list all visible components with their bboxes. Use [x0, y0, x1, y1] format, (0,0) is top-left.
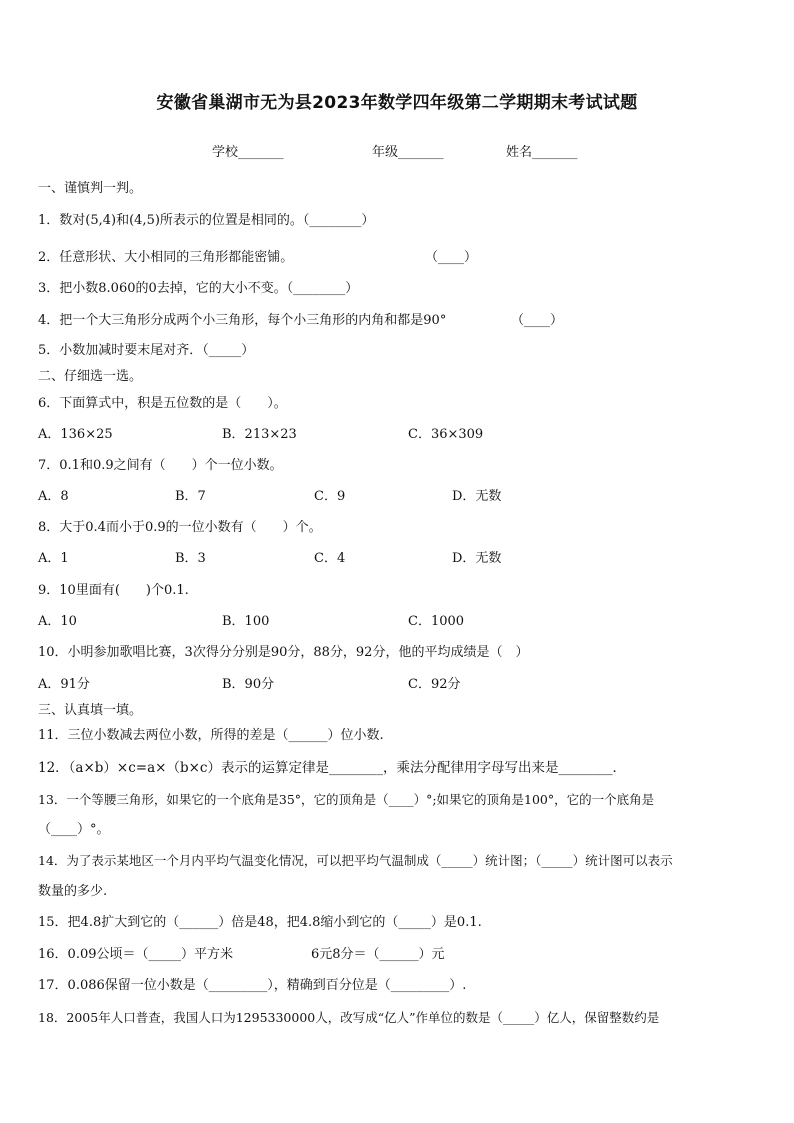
school-field: 学校_______ — [212, 145, 284, 160]
question-9-option-a: A．10 — [38, 614, 77, 629]
question-17: 17．0.086保留一位小数是（_________），精确到百分位是（_________）. — [38, 978, 467, 993]
question-2-blank: （____） — [425, 250, 478, 265]
question-5: 5．小数加减时要末尾对齐．（_____） — [38, 343, 255, 358]
question-4-blank: （____） — [511, 313, 564, 328]
question-12: 12．（a×b）×c=a×（b×c）表示的运算定律是________，乘法分配律用字母写出来是________． — [38, 760, 626, 776]
question-15: 15．把4.8扩大到它的（______）倍是48，把4.8缩小到它的（_____）是0.1. — [38, 915, 482, 930]
question-2: 2．任意形状、大小相同的三角形都能密铺。 — [38, 250, 294, 265]
question-14: 14．为了表示某地区一个月内平均气温变化情况，可以把平均气温制成（_____）统计图；（_____）统计图可以表示 — [38, 853, 673, 868]
question-6-option-a: A．136×25 — [38, 427, 113, 442]
question-9-option-c: C．1000 — [408, 614, 465, 629]
question-6-option-b: B．213×23 — [222, 427, 297, 442]
question-11: 11．三位小数减去两位小数，所得的差是（______）位小数. — [38, 728, 384, 743]
question-8-option-c: C．4 — [314, 551, 346, 566]
question-16: 16．0.09公顷＝（_____）平方米 — [38, 947, 233, 962]
question-4: 4．把一个大三角形分成两个小三角形，每个小三角形的内角和都是90° — [38, 313, 447, 328]
section-heading-choose: 二、仔细选一选。 — [38, 369, 143, 384]
question-10-option-b: B．90分 — [222, 677, 275, 692]
question-18: 18．2005年人口普查，我国人口为1295330000人，改写成“亿人”作单位的数是（_____）亿人，保留整数约是 — [38, 1010, 660, 1025]
question-7: 7．0.1和0.9之间有（ ）个一位小数。 — [38, 458, 283, 473]
question-10: 10．小明参加歌唱比赛，3次得分分别是90分，88分，92分，他的平均成绩是（ ） — [38, 645, 529, 660]
question-1: 1．数对(5,4)和(4,5)所表示的位置是相同的。（________） — [38, 213, 375, 228]
name-field: 姓名_______ — [506, 145, 578, 160]
section-heading-fill: 三、认真填一填。 — [38, 703, 143, 718]
question-8-option-d: D．无数 — [452, 551, 502, 566]
question-6-option-c: C．36×309 — [408, 427, 484, 442]
section-heading-judge: 一、谨慎判一判。 — [38, 181, 143, 196]
question-13-continued: （____）°。 — [38, 822, 110, 837]
question-7-option-a: A．8 — [38, 489, 69, 504]
question-10-option-c: C．92分 — [408, 677, 461, 692]
question-7-option-c: C．9 — [314, 489, 346, 504]
question-9: 9．10里面有( )个0.1. — [38, 583, 189, 598]
question-3: 3．把小数8.060的0去掉，它的大小不变。（________） — [38, 281, 359, 296]
question-8-option-b: B．3 — [175, 551, 206, 566]
question-13: 13．一个等腰三角形，如果它的一个底角是35°，它的顶角是（____）°;如果它的顶角是100°，它的一个底角是 — [38, 792, 655, 807]
question-10-option-a: A．91分 — [38, 677, 90, 692]
question-8: 8．大于0.4而小于0.9的一位小数有（ ）个。 — [38, 520, 322, 535]
question-7-option-b: B．7 — [175, 489, 206, 504]
grade-field: 年级_______ — [372, 145, 444, 160]
question-8-option-a: A．1 — [38, 551, 69, 566]
question-14-continued: 数量的多少. — [38, 884, 108, 899]
question-9-option-b: B．100 — [222, 614, 270, 629]
page-title: 安徽省巢湖市无为县2023年数学四年级第二学期期末考试试题 — [156, 93, 638, 113]
question-6: 6．下面算式中，积是五位数的是（ ）。 — [38, 396, 287, 411]
question-16-part-2: 6元8分＝（______）元 — [311, 947, 445, 962]
question-7-option-d: D．无数 — [452, 489, 502, 504]
